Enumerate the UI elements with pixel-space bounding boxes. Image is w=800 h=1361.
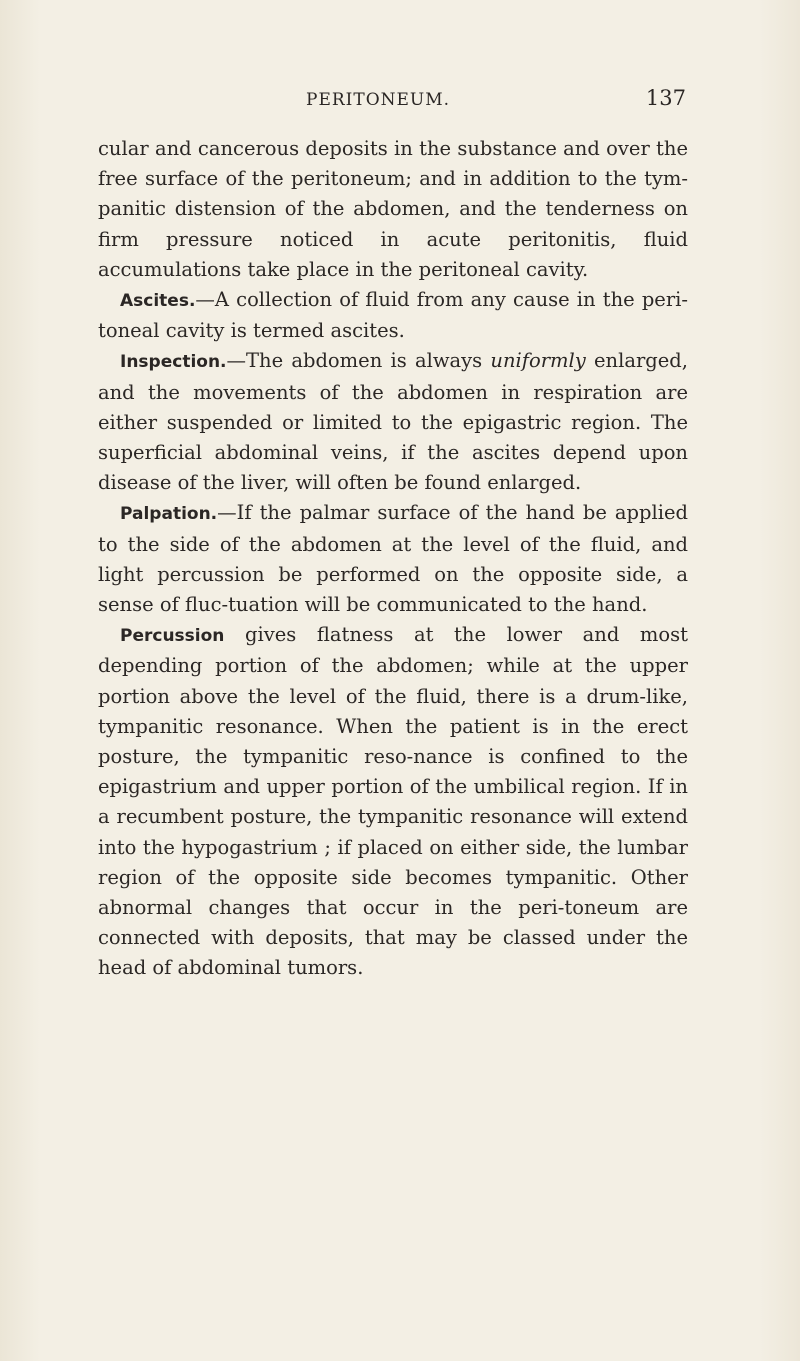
page-number: 137: [645, 86, 686, 110]
paragraph-continuation: [98, 134, 688, 285]
body-text: [98, 134, 688, 984]
paragraph-percussion: [98, 620, 688, 983]
emphasis-uniformly: uniformly: [490, 349, 586, 373]
paragraph-text: —The abdomen is always: [226, 349, 491, 373]
running-head: PERITONEUM.: [306, 90, 451, 110]
paragraph-text: —If the palmar surface of the hand be applied to the side of the abdomen at the level of the fluid, and light percussion be performed on the opposite side, a sense of fluc-tuation will be communicated to the hand.: [98, 501, 688, 617]
page-header: [98, 86, 686, 116]
paragraph-text: cular and cancerous deposits in the substance and over the free surface of the peritoneum; and in addition to the tym-panitic distension of the abdomen, and the tenderness on firm pressure noticed in acute peritonitis, fluid accumulations take place in the peritoneal cavity.: [98, 137, 688, 281]
section-heading-ascites: Ascites.: [120, 291, 196, 312]
section-heading-percussion: Percussion: [120, 626, 225, 647]
paragraph-text: —A collection of fluid from any cause in the peri-toneal cavity is termed ascites.: [98, 288, 688, 343]
paragraph-text: enlarged, and the movements of the abdomen in respiration are either suspended or limited to the epigastric region. The superficial abdominal veins, if the ascites depend upon disease of the liver, will often be found enlarged.: [98, 349, 688, 495]
paragraph-ascites: [98, 285, 688, 346]
paragraph-palpation: [98, 498, 688, 620]
section-heading-palpation: Palpation.: [120, 504, 218, 525]
section-heading-inspection: Inspection.: [120, 352, 227, 373]
paragraph-text: gives flatness at the lower and most depending portion of the abdomen; while at the upper portion above the level of the fluid, there is a drum-like, tympanitic resonance. When the patient is in the erect posture, the tympanitic reso-nance is confined to the epigastrium and upper portion of the umbilical region. If in a recumbent posture, the tympanitic resonance will extend into the hypogastrium ; if placed on either side, the lumbar region of the opposite side becomes tympanitic. Other abnormal changes that occur in the peri-toneum are connected with deposits, that may be classed under the head of abdominal tumors.: [98, 623, 688, 980]
paragraph-inspection: [98, 346, 688, 498]
